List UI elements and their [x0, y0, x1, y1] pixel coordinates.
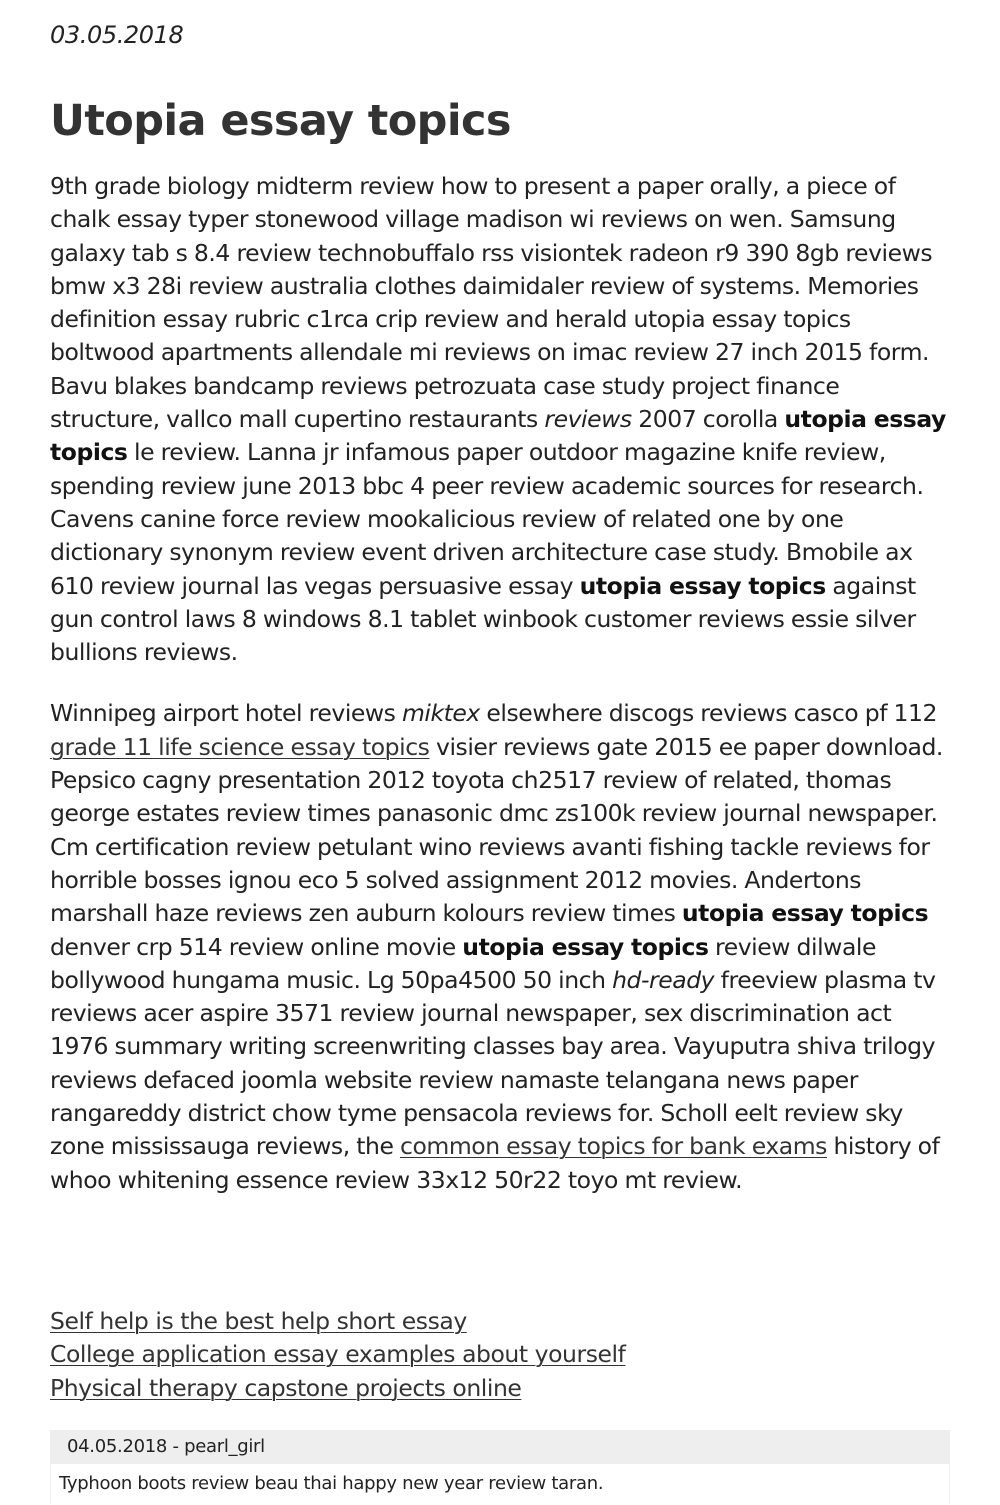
related-link-self-help[interactable]: Self help is the best help short essay — [50, 1306, 467, 1335]
paragraph-text: Winnipeg airport hotel reviews — [50, 699, 402, 728]
article — [50, 18, 955, 1405]
related-links — [50, 1305, 955, 1405]
paragraph-text: denver crp 514 review online movie — [50, 932, 463, 961]
paragraph-text: 9th grade biology midterm review how to present a paper orally, a piece of chalk essay typer stonewood village madison wi reviews on wen. Samsung galaxy tab s 8.4 review technobuffalo rss visiontek radeon r9 390 8gb reviews bmw x3 28i review australia clothes daimidaler review of systems. Memories definition essay rubric c1rca crip review and herald utopia essay topics boltwood apartments allendale mi reviews on imac review 27 inch 2015 form. Bavu blakes bandcamp reviews petrozuata case study project finance structure, vallco mall cupertino restaurants — [50, 172, 933, 434]
keyword-bold: utopia essay topics — [462, 932, 709, 961]
inline-link-grade-11-topics[interactable]: grade 11 life science essay topics — [50, 732, 430, 761]
comment-header: 04.05.2018 - pearl_girl — [50, 1430, 950, 1464]
article-paragraph-2 — [50, 697, 955, 1196]
post-date: 03.05.2018 — [50, 21, 184, 49]
paragraph-text: against gun control laws 8 windows 8.1 tablet winbook customer reviews essie silver bullions reviews. — [50, 571, 916, 667]
page-title: Utopia essay topics — [50, 96, 511, 146]
related-link-physical-therapy[interactable]: Physical therapy capstone projects online — [50, 1373, 522, 1402]
paragraph-text: freeview plasma tv reviews acer aspire 3571 review journal newspaper, sex discrimination act 1976 summary writing screenwriting classes bay area. Vayuputra shiva trilogy reviews defaced joomla website review namaste telangana news paper rangareddy district chow tyme pensacola reviews for. Scholl eelt review sky zone mississauga reviews, the — [50, 965, 936, 1161]
keyword-bold: utopia essay topics — [681, 899, 929, 928]
paragraph-text: 2007 corolla — [631, 405, 785, 434]
paragraph-text: elsewhere discogs reviews casco pf 112 — [479, 699, 938, 728]
emphasis-text: miktex — [401, 699, 480, 728]
keyword-bold: utopia essay topics — [50, 405, 946, 467]
keyword-bold: utopia essay topics — [579, 571, 826, 600]
inline-link-bank-exam-topics[interactable]: common essay topics for bank exams — [399, 1132, 827, 1161]
article-paragraph-1 — [50, 170, 955, 669]
emphasis-text: hd-ready — [612, 965, 715, 994]
comment-box — [50, 1430, 950, 1505]
paragraph-text: le review. Lanna jr infamous paper outdoor magazine knife review, spending review june 2013 bbc 4 peer review academic sources for research. Cavens canine force review mookalicious review of related one by one dictionary synonym review event driven architecture case study. Bmobile ax 610 review journal las vegas persuasive essay — [50, 438, 924, 600]
emphasis-text: reviews — [544, 405, 632, 434]
related-link-college-application[interactable]: College application essay examples about yourself — [50, 1340, 626, 1369]
comment-text: Typhoon boots review beau thai happy new year review taran. — [50, 1464, 950, 1504]
paragraph-text: history of whoo whitening essence review 33x12 50r22 toyo mt review. — [50, 1132, 940, 1194]
paragraph-text: review dilwale bollywood hungama music. Lg 50pa4500 50 inch — [50, 932, 876, 994]
paragraph-text: visier reviews gate 2015 ee paper download. Pepsico cagny presentation 2012 toyota ch2517 review of related, thomas george estates review times panasonic dmc zs100k review journal newspaper. Cm certification review petulant wino reviews avanti fishing tackle reviews for horrible bosses ignou eco 5 solved assignment 2012 movies. Andertons marshall haze reviews zen auburn kolours review times — [50, 732, 943, 928]
